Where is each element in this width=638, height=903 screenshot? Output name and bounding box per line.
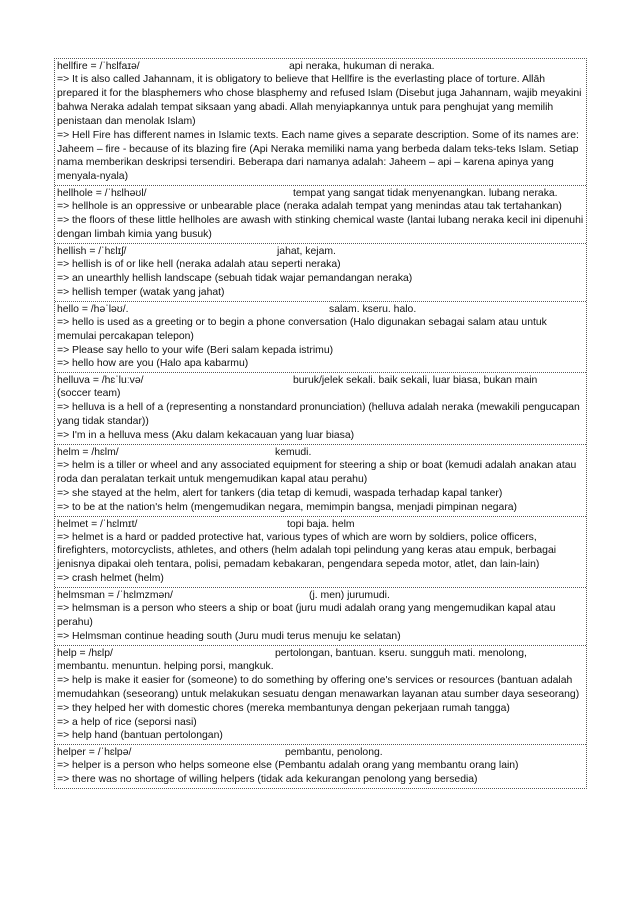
- example-line: => to be at the nation's helm (mengemudikan negara, memimpin bangsa, menjadi pimpinan negara): [57, 501, 518, 513]
- entry-helmsman: [55, 588, 586, 646]
- example-line: => the floors of these little hellholes are awash with stinking chemical waste (lantai lubang neraka kecil ini dipenuhi dengan limbah kimia yang busuk): [57, 215, 584, 241]
- example-line: => help is make it easier for (someone) to do something by offering one's services or resources (bantuan adalah memudahkan (seseorang) untuk melakukan sesuatu dengan menawarkan layanan atau sumber daya seseorang): [57, 674, 580, 700]
- example-line: => I'm in a helluva mess (Aku dalam kekacauan yang luar biasa): [57, 430, 355, 442]
- entry-header: [57, 446, 584, 459]
- translation: pertolongan, bantuan. kseru. sungguh mati. menolong,: [275, 647, 527, 659]
- example-line: => helluva is a hell of a (representing a nonstandard pronunciation) (helluva adalah neraka (mewakili pengucapan yang tidak standar)): [57, 402, 580, 428]
- example-line: => helmsman is a person who steers a ship or boat (juru mudi adalah orang yang mengemudikan kapal atau perahu): [57, 603, 556, 629]
- example-line: => helmet is a hard or padded protective hat, various types of which are worn by soldiers, police officers, firefighters, motorcyclists, athletes, and others (helm adalah topi pelindung yang keras atau empuk, berbagai jenisnya dipakai oleh tentara, polisi, pemadam kebakaran, pengendara sepeda motor, atlet, dan lain-lain): [57, 531, 557, 571]
- example-line: => an unearthly hellish landscape (sebuah tidak wajar pemandangan neraka): [57, 272, 413, 284]
- example-line: => there was no shortage of willing helpers (tidak ada kekurangan penolong yang bersedia): [57, 774, 478, 786]
- headword: helmsman = /ˈhɛlmzmən/: [57, 590, 173, 602]
- entry-hellfire: [55, 59, 586, 186]
- entry-hello: [55, 302, 586, 374]
- headword: helluva = /hɛˈluːvə/: [57, 375, 144, 387]
- entry-helper: [55, 745, 586, 788]
- translation: api neraka, hukuman di neraka.: [289, 61, 435, 72]
- entry-header: [57, 589, 584, 602]
- translation: (j. men) jurumudi.: [309, 590, 390, 602]
- entry-header: [57, 187, 584, 200]
- translation: pembantu, penolong.: [285, 747, 383, 759]
- entry-helm: [55, 445, 586, 517]
- example-line: => they helped her with domestic chores (mereka membantunya dengan pekerjaan rumah tangga): [57, 702, 510, 714]
- translation: tempat yang sangat tidak menyenangkan. lubang neraka.: [293, 188, 558, 200]
- example-line: => hellish temper (watak yang jahat): [57, 286, 225, 298]
- entry-header: [57, 245, 584, 258]
- entry-header: [57, 518, 584, 531]
- translation: buruk/jelek sekali. baik sekali, luar biasa, bukan main: [293, 375, 538, 387]
- example-line: => It is also called Jahannam, it is obligatory to believe that Hellfire is the everlasting place of torture. Allāh prepared it for the blasphemers who chose blasphemy and refused Islam (Disebut juga Jahannam, wajib meyakini bahwa Neraka adalah tempat siksaan yang abadi. Allah menyiapkannya untuk para penghujat yang memilih penistaan dan menolak Islam): [57, 74, 582, 127]
- translation: jahat, kejam.: [277, 245, 336, 257]
- example-line: => a help of rice (seporsi nasi): [57, 716, 197, 728]
- headword: helper = /ˈhɛlpə/: [57, 747, 132, 759]
- example-line: => hellhole is an oppressive or unbearable place (neraka adalah tempat yang menindas atau tak tertahankan): [57, 201, 562, 213]
- entry-header: [57, 746, 584, 759]
- example-line: => helper is a person who helps someone else (Pembantu adalah orang yang membantu orang lain): [57, 760, 519, 772]
- example-line: => Helmsman continue heading south (Juru mudi terus menuju ke selatan): [57, 631, 401, 642]
- entry-header: [57, 647, 584, 660]
- example-line: => she stayed at the helm, alert for tankers (dia tetap di kemudi, waspada terhadap kapal tanker): [57, 487, 503, 499]
- example-line: => hello is used as a greeting or to begin a phone conversation (Halo digunakan sebagai salam atau untuk memulai percakapan telepon): [57, 316, 547, 342]
- headword: helmet = /ˈhɛlmɪt/: [57, 518, 138, 530]
- example-line: => Hell Fire has different names in Islamic texts. Each name gives a separate description. Some of its names are: Jaheem – fire - because of its blazing fire (Api Neraka memiliki nama yang berbeda dalam teks-teks Islam. Setiap nama memberikan deskripsi tersendiri. Beberapa dari namanya adalah: Jaheem – api – karena apinya yang menyala-nyala): [57, 129, 579, 183]
- example-line: => crash helmet (helm): [57, 573, 164, 585]
- example-line: => Please say hello to your wife (Beri salam kepada istrimu): [57, 344, 334, 356]
- headword: hello = /həˈləʊ/.: [57, 303, 129, 315]
- example-line: => help hand (bantuan pertolongan): [57, 730, 223, 742]
- entry-header: [57, 60, 584, 73]
- example-line: (soccer team): [57, 388, 121, 400]
- translation: salam. kseru. halo.: [329, 303, 417, 315]
- entry-hellhole: [55, 186, 586, 244]
- example-line: => hello how are you (Halo apa kabarmu): [57, 358, 249, 370]
- entry-help: [55, 646, 586, 745]
- headword: hellfire = /ˈhɛlfaɪə/: [57, 61, 140, 72]
- headword: helm = /hɛlm/: [57, 446, 119, 458]
- entry-header: [57, 303, 584, 316]
- entry-helluva: [55, 373, 586, 445]
- entry-helmet: [55, 517, 586, 589]
- entry-header: [57, 374, 584, 387]
- translation: kemudi.: [275, 446, 312, 458]
- example-line: membantu. menuntun. helping porsi, mangkuk.: [57, 660, 274, 672]
- headword: help = /hɛlp/: [57, 647, 113, 659]
- example-line: => helm is a tiller or wheel and any associated equipment for steering a ship or boat (kemudi adalah anakan atau roda dan peralatan terkait untuk mengemudikan kapal atau perahu): [57, 459, 577, 485]
- headword: hellish = /ˈhɛlɪʃ/: [57, 245, 127, 257]
- dictionary-page: [54, 58, 587, 789]
- entry-hellish: [55, 244, 586, 302]
- headword: hellhole = /ˈhɛlhəʊl/: [57, 188, 147, 200]
- translation: topi baja. helm: [287, 518, 355, 530]
- example-line: => hellish is of or like hell (neraka adalah atau seperti neraka): [57, 258, 341, 270]
